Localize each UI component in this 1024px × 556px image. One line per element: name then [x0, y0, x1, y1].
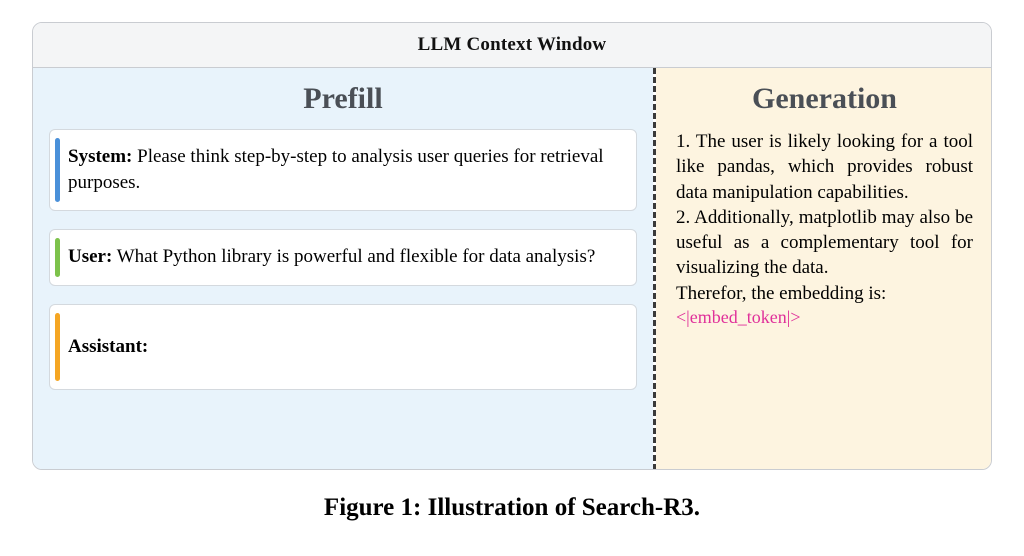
user-accent-bar [55, 238, 60, 276]
system-accent-bar [55, 138, 60, 202]
generation-line-1: 1. The user is likely looking for a tool like pandas, which provides robust data manipulation capabilities. [676, 131, 973, 203]
user-role-label: User: [68, 246, 113, 268]
user-message-text: What Python library is powerful and flexible for data analysis? [112, 246, 596, 268]
generation-panel [656, 68, 991, 470]
prefill-panel [33, 68, 653, 470]
assistant-role-label: Assistant: [68, 335, 149, 357]
prefill-heading: Prefill [303, 82, 383, 115]
context-window-title: LLM Context Window [33, 23, 991, 68]
assistant-accent-bar [55, 313, 60, 381]
generation-line-2: 2. Additionally, matplotlib may also be useful as a complementary tool for visualizing the data. [676, 206, 973, 279]
llm-context-window-figure [32, 22, 992, 470]
message-user [49, 229, 637, 285]
panels-container [33, 68, 991, 470]
embed-token-text: <|embed_token|> [676, 306, 801, 327]
message-assistant [49, 304, 637, 390]
system-message-text: Please think step-by-step to analysis user queries for retrieval purposes. [68, 146, 604, 194]
generation-heading: Generation [752, 82, 897, 115]
generation-line-3: Therefor, the embedding is: [676, 282, 887, 304]
generation-text [676, 129, 973, 330]
message-system [49, 129, 637, 211]
figure-caption: Figure 1: Illustration of Search-R3. [323, 494, 701, 521]
system-role-label: System: [68, 146, 133, 167]
